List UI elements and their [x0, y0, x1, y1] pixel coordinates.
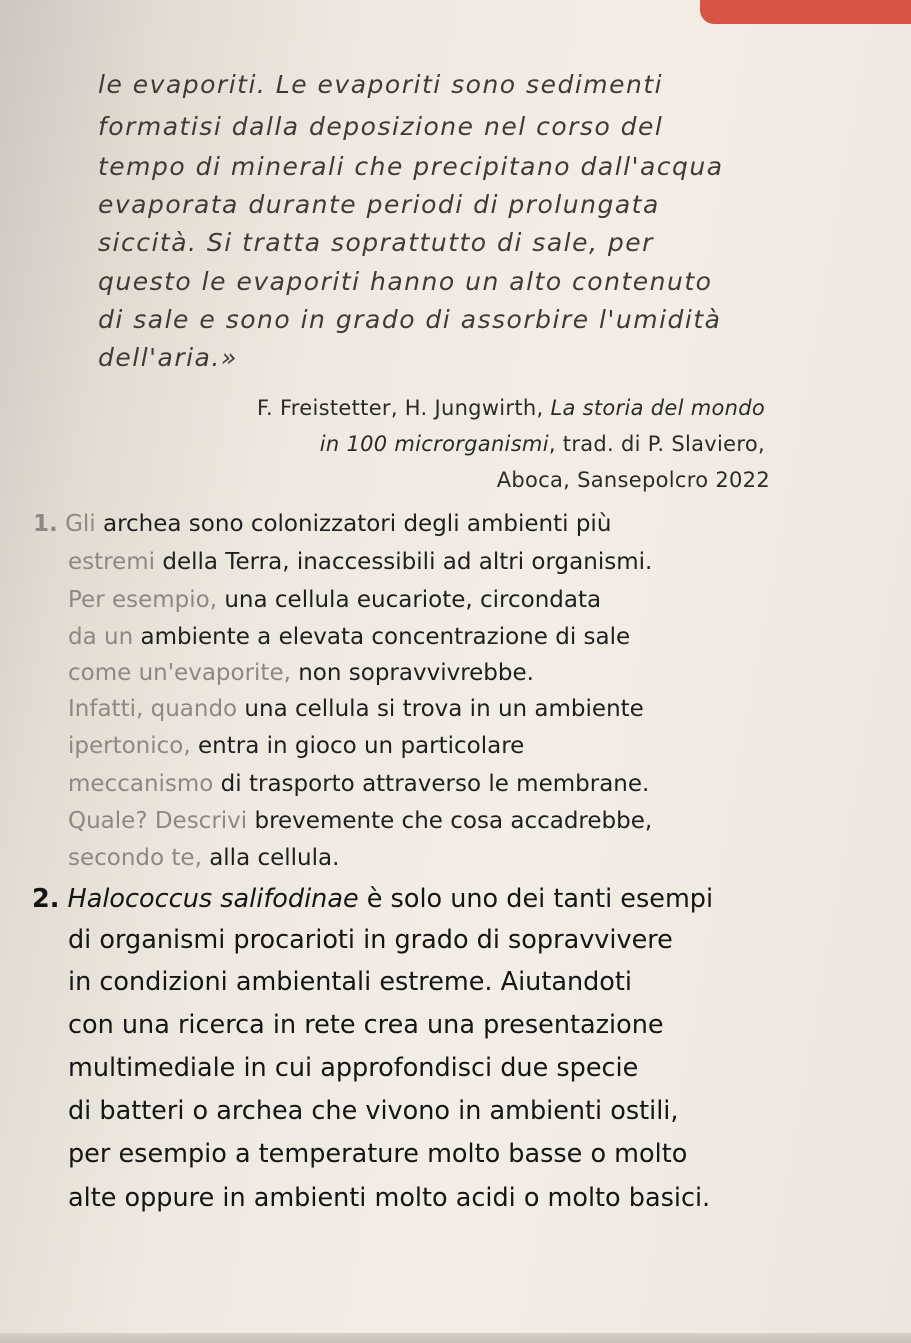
q2-l1-text: è solo uno dei tanti esempi [358, 884, 714, 914]
question-1-number: 1. [33, 511, 58, 537]
question-1-line-5 [68, 660, 534, 686]
q1-l9-text: brevemente che cosa accadrebbe, [247, 808, 653, 834]
quote-line-5: siccità. Si tratta soprattutto di sale, per [98, 228, 654, 257]
question-2-line-5: multimediale in cui approfondisci due specie [68, 1053, 639, 1083]
quote-line-2: formatisi dalla deposizione nel corso del [98, 112, 664, 141]
citation-title-part-2: in 100 microrganismi [319, 432, 549, 456]
question-1-line-10 [68, 845, 339, 871]
citation-title-part-1: La storia del mondo [550, 396, 765, 420]
q1-l4-text: ambiente a elevata concentrazione di sale [133, 624, 631, 650]
question-1-line-2 [68, 549, 652, 575]
q1-l3-text: una cellula eucariote, circondata [217, 587, 602, 613]
q1-l9-faded: Quale? Descrivi [68, 808, 248, 834]
question-2-number: 2. [32, 884, 60, 914]
q1-l3-faded: Per esempio, [68, 587, 218, 613]
species-name: Halococcus salifodinae [67, 884, 359, 914]
q1-l10-text: alla cellula. [201, 845, 340, 871]
quote-line-4: evaporata durante periodi di prolungata [98, 190, 660, 219]
quote-line-8: dell'aria.» [98, 343, 238, 372]
q1-l5-text: non sopravvivrebbe. [290, 660, 534, 686]
quote-line-3: tempo di minerali che precipitano dall'acqua [98, 152, 724, 181]
citation-translator: , trad. di P. Slaviero, [548, 432, 765, 456]
q1-l2-faded: estremi [68, 549, 156, 575]
q1-l5-faded: come un'evaporite, [68, 660, 291, 686]
question-1-line-1 [33, 511, 611, 537]
quote-line-6: questo le evaporiti hanno un alto contenuto [98, 267, 713, 296]
page-corner-tab [700, 0, 911, 24]
question-2-line-6: di batteri o archea che vivono in ambienti ostili, [68, 1096, 679, 1126]
q1-l1-faded: Gli [65, 511, 96, 537]
q1-l1-text: archea sono colonizzatori degli ambienti più [95, 511, 612, 537]
question-1-line-7 [68, 733, 524, 759]
q1-l4-faded: da un [68, 624, 134, 650]
citation-publisher: Aboca, Sansepolcro 2022 [496, 468, 770, 492]
question-2-line-3: in condizioni ambientali estreme. Aiutandoti [68, 967, 632, 997]
question-2-line-2: di organismi procarioti in grado di sopravvivere [68, 925, 673, 955]
quote-line-1: le evaporiti. Le evaporiti sono sedimenti [98, 70, 664, 99]
q1-l10-faded: secondo te, [68, 845, 202, 871]
question-1-line-3 [68, 587, 601, 613]
question-1-line-6 [68, 696, 644, 722]
quote-line-7: di sale e sono in grado di assorbire l'umidità [98, 305, 722, 334]
q1-l6-faded: Infatti, quando [68, 696, 238, 722]
question-2-line-4: con una ricerca in rete crea una presentazione [68, 1010, 664, 1040]
question-2-line-1 [32, 884, 713, 914]
citation-authors: F. Freistetter, H. Jungwirth, [257, 396, 551, 420]
question-1-line-4 [68, 624, 630, 650]
q1-l7-text: entra in gioco un particolare [190, 733, 525, 759]
q1-l8-text: di trasporto attraverso le membrane. [213, 771, 650, 797]
question-1-line-9 [68, 808, 652, 834]
citation-line-1 [257, 396, 765, 420]
page-bottom-edge [0, 1333, 911, 1343]
question-1-line-8 [68, 771, 649, 797]
q1-l8-faded: meccanismo [68, 771, 214, 797]
q1-l2-text: della Terra, inaccessibili ad altri organismi. [155, 549, 653, 575]
q1-l6-text: una cellula si trova in un ambiente [237, 696, 644, 722]
q1-l7-faded: ipertonico, [68, 733, 191, 759]
citation-line-2 [320, 432, 765, 456]
question-2-line-8: alte oppure in ambienti molto acidi o molto basici. [68, 1183, 711, 1213]
question-2-line-7: per esempio a temperature molto basse o molto [68, 1139, 688, 1169]
